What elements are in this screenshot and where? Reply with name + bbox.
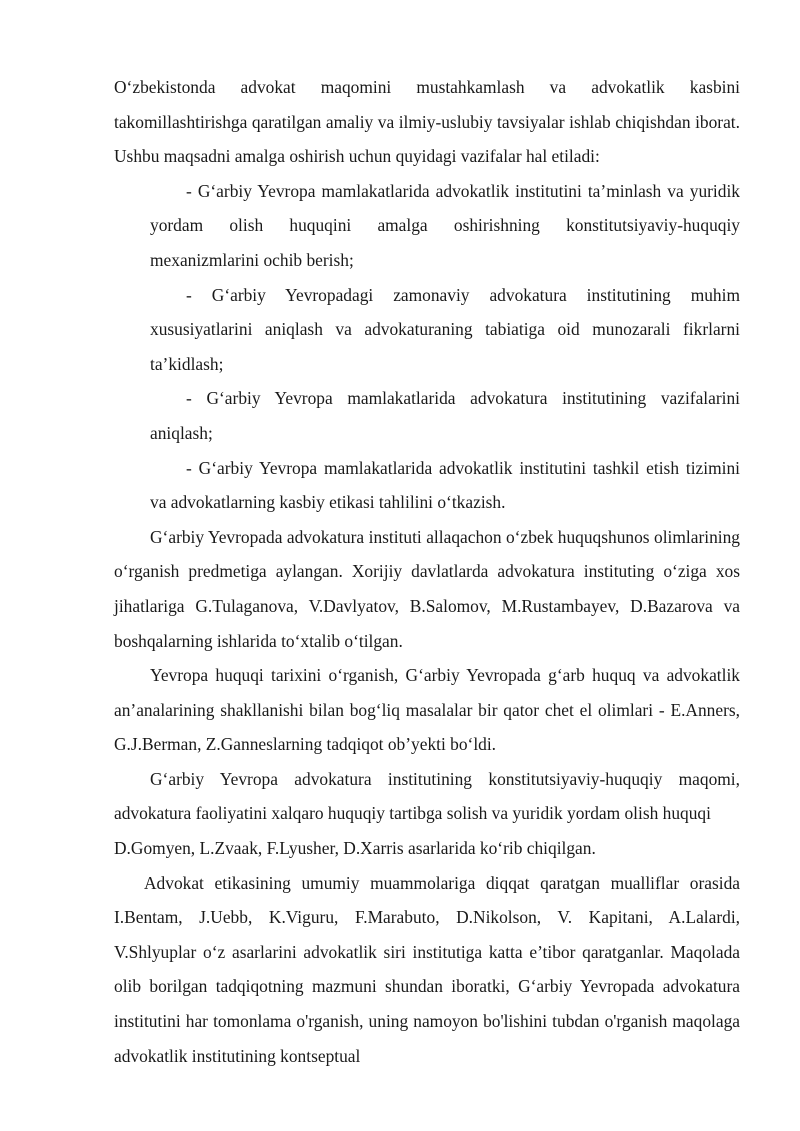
paragraph-body: Yevropa huquqi tarixini o‘rganish, G‘arbiy Yevropada g‘arb huquq va advokatlik an’analarining shakllanishi bilan bog‘liq masalalar bir qator chet el olimlari - E.Anners, G.J.Berman, Z.Ganneslarning tadqiqot ob’yekti bo‘ldi.	[114, 665, 740, 755]
list-item: - G‘arbiy Yevropadagi zamonaviy advokatura institutining muhim xususiyatlarini aniqlash va advokaturaning tabiatiga oid munozarali fikrlarni ta’kidlash;	[150, 284, 740, 374]
paragraph-body: D.Gomyen, L.Zvaak, F.Lyusher, D.Xarris asarlarida ko‘rib chiqilgan.	[114, 838, 596, 859]
paragraph-body: G‘arbiy Yevropada advokatura instituti allaqachon o‘zbek huquqshunos olimlarining o‘rganish predmetiga aylangan. Xorijiy davlatlarda advokatura instituting o‘ziga xos jihatlariga G.Tulaganova, V.Davlyatov, B.Salomov, M.Rustambayev, D.Bazarova va boshqalarning ishlarida to‘xtalib o‘tilgan.	[114, 526, 740, 651]
paragraph-body: Advokat etikasining umumiy muammolariga diqqat qaratgan mualliflar orasida I.Bentam, J.Uebb, K.Viguru, F.Marabuto, D.Nikolson, V. Kapitani, A.Lalardi, V.Shlyuplar o‘z asarlarini advokatlik siri institutiga katta e’tibor qaratganlar. Maqolada olib borilgan tadqiqotning mazmuni shundan iboratki, G‘arbiy Yevropada advokatura institutini har tomonlama o'rganish, uning namoyon bo'lishini tubdan o'rganish maqolaga advokatlik institutining kontseptual	[114, 872, 740, 1066]
list-item: - G‘arbiy Yevropa mamlakatlarida advokatlik institutini ta’minlash va yuridik yordam olish huquqini amalga oshirishning konstitutsiyaviy-huquqiy mexanizmlarini ochib berish;	[150, 180, 740, 270]
document-page	[114, 70, 740, 1073]
list-item: - G‘arbiy Yevropa mamlakatlarida advokatura institutining vazifalarini aniqlash;	[150, 388, 740, 443]
paragraph-body: G‘arbiy Yevropa advokatura institutining konstitutsiyaviy-huquqiy maqomi, advokatura faoliyatini xalqaro huquqiy tartibga solish va yuridik yordam olish huquqi	[114, 768, 740, 824]
paragraph-intro: O‘zbekistonda advokat maqomini mustahkamlash va advokatlik kasbini takomillashtirishga qaratilgan amaliy va ilmiy-uslubiy tavsiyalar ishlab chiqishdan iborat. Ushbu maqsadni amalga oshirish uchun quyidagi vazifalar hal etiladi:	[114, 77, 740, 167]
list-item: - G‘arbiy Yevropa mamlakatlarida advokatlik institutini tashkil etish tizimini va advokatlarning kasbiy etikasi tahlilini o‘tkazish.	[150, 457, 740, 513]
